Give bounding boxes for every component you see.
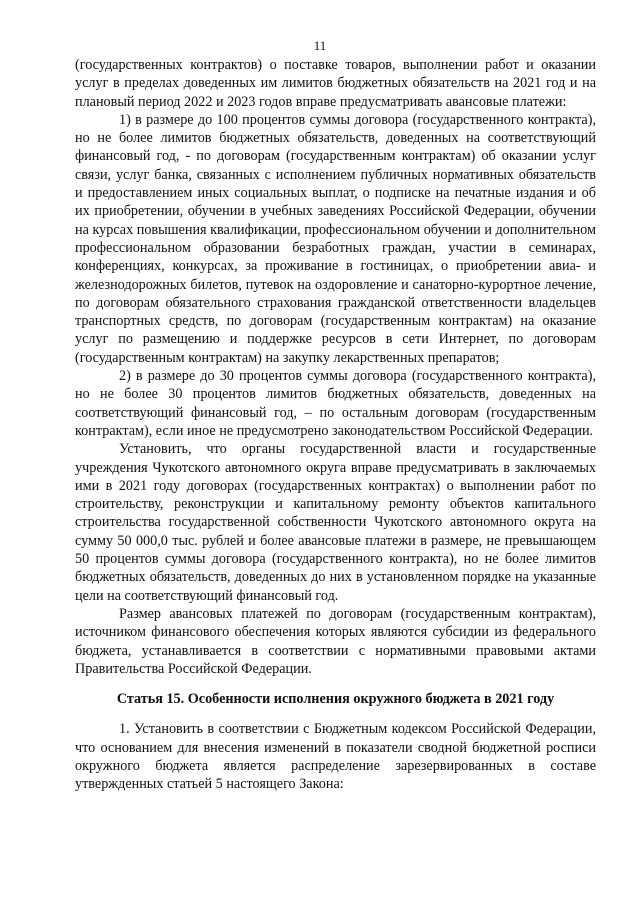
article-paragraph-1: 1. Установить в соответствии с Бюджетным кодексом Российской Федерации, что основанием для внесения изменений в показатели сводной бюджетной росписи окружного бюджета является распределение зарезервированных в составе утвержденных статьей 5 настоящего Закона: — [75, 721, 596, 793]
page-number: 11 — [313, 38, 327, 53]
paragraph-advance-payments: Установить, что органы государственной власти и государственные учреждения Чукотского автономного округа вправе предусматривать в заключаемых ими в 2021 году договорах (государственных контрактах) о выполнении работ по строительству, реконструкции и капитальному ремонту объектов капитального строительства государственной собственности Чукотского автономного округа на сумму 50 000,0 тыс. рублей и более авансовые платежи в размере, не превышающем 50 процентов суммы договора (государственного контракта), но не более лимитов бюджетных обязательств, доведенных до них в установленном порядке на указанные цели на соответствующий финансовый год. — [75, 441, 596, 604]
paragraph-item-2: 2) в размере до 30 процентов суммы договора (государственного контракта), но не более 30 процентов лимитов бюджетных обязательств, доведенных на соответствующий финансовый год, – по остальным договорам (государственным контрактам), если иное не предусмотрено законодательством Российской Федерации. — [75, 368, 596, 439]
paragraph-federal-subsidies: Размер авансовых платежей по договорам (государственным контрактам), источником финансового обеспечения которых являются субсидии из федерального бюджета, устанавливается в соответствии с нормативными правовыми актами Правительства Российской Федерации. — [75, 605, 596, 677]
document-body — [75, 56, 596, 794]
article-heading: Статья 15. Особенности исполнения окружного бюджета в 2021 году — [116, 691, 555, 708]
paragraph-item-1: 1) в размере до 100 процентов суммы договора (государственного контракта), но не более лимитов бюджетных обязательств, доведенных на соответствующий финансовый год, - по договорам (государственным контрактам) об оказании услуг связи, услуг банка, связанных с исполнением публичных нормативных обязательств и предоставлением иных социальных выплат, о подписке на печатные издания и об их приобретении, обучении в учебных заведениях Российской Федерации, обучении на курсах повышения квалификации, профессиональном обучении и дополнительном профессиональном образовании безработных граждан, участии в семинарах, конференциях, конкурсах, за проживание в гостиницах, о приобретении авиа- и железнодорожных билетов, путевок на оздоровление и санаторно-курортное лечение, по договорам обязательного страхования гражданской ответственности владельцев транспортных средств, по договорам (государственным контрактам) на оказание услуг по размещению и поддержке ресурсов в сети Интернет, по договорам (государственным контрактам) на закупку лекарственных препаратов; — [75, 111, 596, 366]
paragraph-continuation: (государственных контрактов) о поставке товаров, выполнении работ и оказании услуг в пределах доведенных им лимитов бюджетных обязательств на 2021 год и на плановый период 2022 и 2023 годов вправе предусматривать авансовые платежи: — [75, 57, 596, 110]
